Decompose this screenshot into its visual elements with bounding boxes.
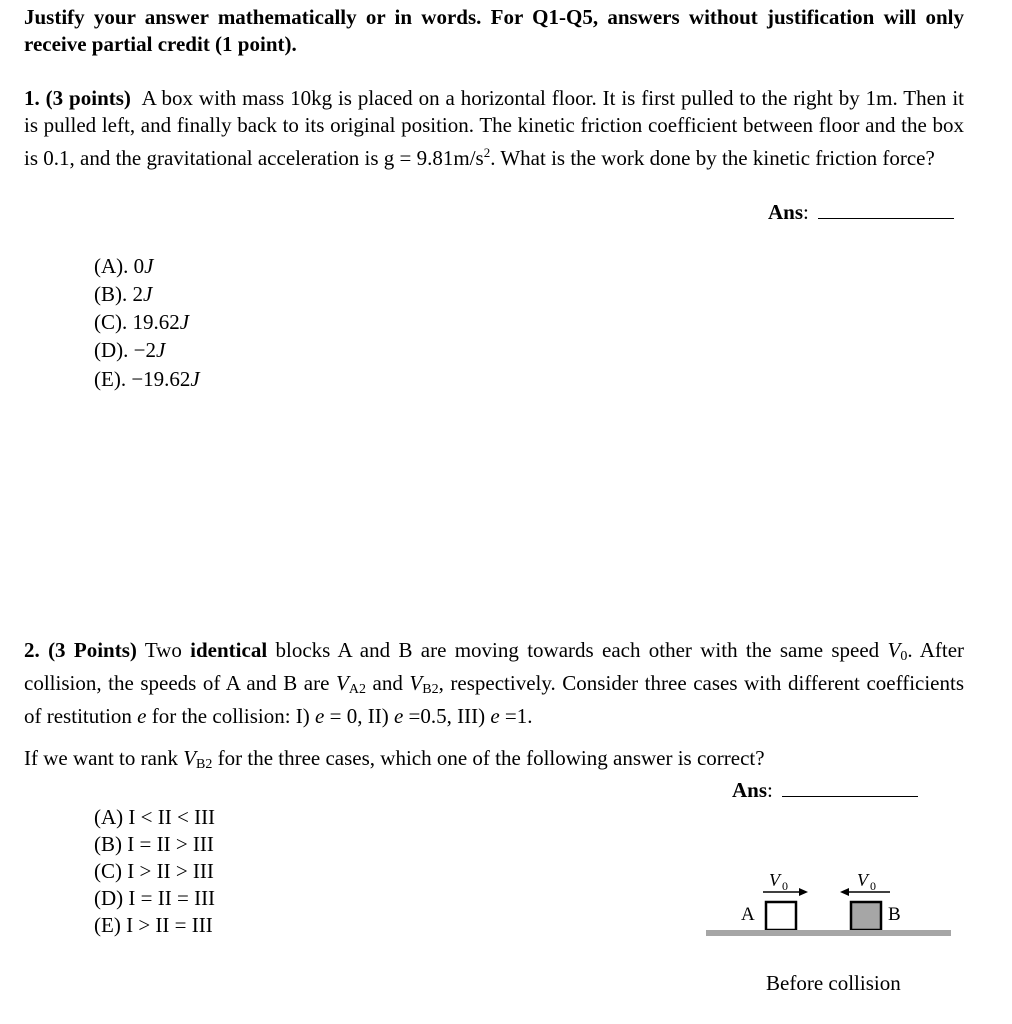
q1-choice-d-label: (D).: [94, 338, 129, 362]
q2-vb-sub: B2: [422, 682, 439, 697]
block-b: [851, 902, 881, 930]
q1-exponent: 2: [483, 145, 491, 160]
q1-label: 1. (3 points): [24, 86, 131, 110]
instructions: [24, 4, 964, 58]
q2-choice-d: [94, 885, 215, 912]
floor: [706, 930, 951, 936]
question-2: [24, 637, 964, 730]
q1-choice-d-value: −2: [133, 338, 156, 362]
q2-e-symbol-4: e: [490, 704, 500, 728]
q2-choice-e: [94, 912, 213, 939]
q2-choice-b-label: (B): [94, 832, 122, 856]
velocity-b-sub: 0: [870, 879, 876, 893]
q2-choice-b: [94, 831, 214, 858]
q1-ans-label: Ans: [768, 200, 804, 224]
q2-text-5: , respectively. Consider three cases with different coefficients of restitution: [24, 671, 965, 728]
velocity-a-symbol: V: [769, 870, 780, 890]
q2-answer-blank[interactable]: [782, 776, 918, 797]
q2-ans-colon: :: [767, 778, 773, 802]
q2-text-7: = 0, II): [329, 704, 389, 728]
q1-choice-d-unit: J: [156, 338, 166, 362]
q1-choice-a-label: (A).: [94, 254, 129, 278]
q2-ans-label: Ans: [732, 778, 768, 802]
collision-figure: [700, 860, 960, 950]
q2-text-4: and: [372, 671, 403, 695]
q1-answer: [768, 198, 954, 226]
q1-choice-c: [94, 309, 189, 336]
q1-ans-colon: :: [803, 200, 809, 224]
q1-choice-d: [94, 337, 165, 364]
q2-rank-text-2: for the three cases, which one of the following answer is correct?: [217, 746, 765, 770]
q2-text-3: . After collision, the speeds of A and B are: [24, 638, 965, 695]
figure-caption: Before collision: [766, 971, 901, 995]
q2-text-9: =1.: [504, 704, 533, 728]
q1-choice-e: [94, 366, 200, 393]
q1-choice-c-label: (C).: [94, 310, 128, 334]
q2-choice-a-label: (A): [94, 805, 124, 829]
q2-choice-a: [94, 804, 215, 831]
q1-choice-b-unit: J: [143, 282, 153, 306]
q2-label: 2. (3 Points): [24, 638, 137, 662]
velocity-b-label: [857, 870, 876, 893]
q2-choice-d-label: (D): [94, 886, 124, 910]
q2-va-symbol: V: [336, 671, 349, 695]
q1-choice-a-unit: J: [144, 254, 154, 278]
q1-choice-c-value: 19.62: [132, 310, 180, 334]
q2-e-symbol-1: e: [137, 704, 147, 728]
q2-rank-sub: B2: [196, 757, 213, 772]
q1-text-end: . What is the work done by the kinetic friction force?: [490, 146, 935, 170]
q1-choice-e-value: −19.62: [131, 367, 191, 391]
q2-choice-d-text: I = II = III: [128, 886, 216, 910]
q2-va-sub: A2: [348, 682, 366, 697]
question-1: [24, 85, 964, 172]
q1-choice-a: [94, 253, 153, 280]
velocity-a-sub: 0: [782, 879, 788, 893]
q2-text-1: Two: [144, 638, 182, 662]
q2-choice-c: [94, 858, 214, 885]
q1-choice-b: [94, 281, 152, 308]
q2-choice-c-label: (C): [94, 859, 122, 883]
q2-choice-e-label: (E): [94, 913, 121, 937]
q2-v0-sub: 0: [900, 649, 908, 664]
velocity-a-label: [769, 870, 788, 893]
q1-answer-blank[interactable]: [818, 198, 954, 219]
q2-choice-e-text: I > II = III: [126, 913, 213, 937]
q1-text: A box with mass 10kg is placed on a horizontal floor. It is first pulled to the right by 1m. Then it is pulled left, and finally back to its original position. The kinetic friction coefficient between floor and the box is 0.1, and the gravitational acceleration is g = 9.81m/s: [24, 86, 965, 170]
q2-choice-c-text: I > II > III: [127, 859, 214, 883]
q2-choice-b-text: I = II > III: [127, 832, 214, 856]
q1-choice-c-unit: J: [179, 310, 190, 334]
q2-v0-symbol: V: [887, 638, 901, 662]
q2-rank-question: [24, 745, 765, 778]
q2-e-symbol-3: e: [393, 704, 404, 728]
q2-text-6: for the collision: I): [151, 704, 310, 728]
q1-choice-e-label: (E).: [94, 367, 127, 391]
block-b-label: B: [888, 904, 901, 925]
block-a: [766, 902, 796, 930]
velocity-b-symbol: V: [857, 870, 868, 890]
q2-e-symbol-2: e: [315, 704, 325, 728]
q2-text-2: blocks A and B are moving towards each other with the same speed: [275, 638, 880, 662]
q2-answer: [732, 776, 918, 804]
q1-choice-a-value: 0: [133, 254, 145, 278]
block-a-label: A: [741, 904, 755, 925]
q2-rank-text-1: If we want to rank: [24, 746, 178, 770]
q2-text-bold: identical: [190, 638, 268, 662]
instructions-text: Justify your answer mathematically or in words. For Q1-Q5, answers without justification will only receive partial credit (1 point).: [24, 5, 964, 56]
q2-text-8: =0.5, III): [408, 704, 486, 728]
q2-rank-symbol: V: [183, 746, 197, 770]
q2-choice-a-text: I < II < III: [128, 805, 216, 829]
q2-vb-symbol: V: [409, 671, 423, 695]
q1-choice-b-value: 2: [132, 282, 143, 306]
q1-choice-b-label: (B).: [94, 282, 128, 306]
q1-choice-e-unit: J: [190, 367, 200, 391]
